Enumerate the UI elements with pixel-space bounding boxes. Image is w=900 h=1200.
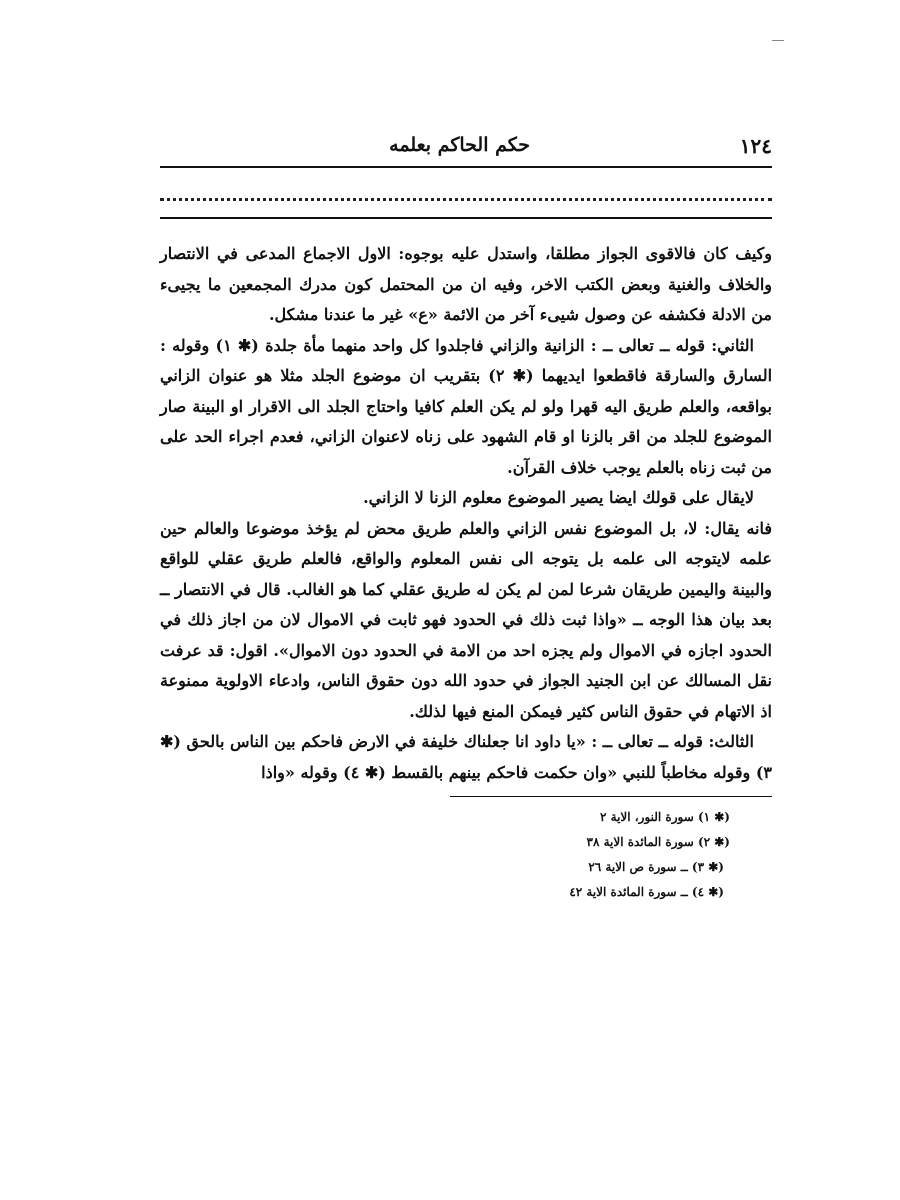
paragraph: لايقال على قولك ايضا يصير الموضوع معلوم الزنا لا الزاني.: [363, 488, 754, 507]
footnote: (✱ ١) سورة النور، الاية ٢: [600, 810, 730, 824]
footnote: (✱ ٢) سورة المائدة الاية ٣٨: [586, 835, 730, 849]
book-page: [160, 128, 772, 905]
footnotes: [160, 805, 730, 905]
paragraph: الثاني: قوله ــ تعالى ــ : الزانية والزاني فاجلدوا كل واحد منهما مأة جلدة (✱ ١) وقوله : السارق والسارقة فاقطعوا ايديهما (✱ ٢) بتقريب ان موضوع الجلد مثلا هو عنوان الزاني بواقعه، والعلم طريق اليه قهرا ولو لم يكن العلم كافيا واحتاج الجلد الى الاقرار او البينة صار الموضوع للجلد من اقر بالزنا او قام الشهود على زناه لاعنوان الزاني، فعدم اجراء الحد على من ثبت زناه بالعلم يوجب خلاف القرآن.: [160, 335, 773, 477]
footnote-rule: [450, 796, 772, 797]
header-rule-lower: [160, 217, 772, 219]
paragraph: فانه يقال: لا، بل الموضوع نفس الزاني والعلم طريق محض لم يؤخذ موضوعا والعالم حين علمه لايتوجه الى علمه بل يتوجه الى نفس المعلوم والواقع، فالعلم طريق عقلي للواقع والبينة واليمين طريقان شرعا لمن لم يكن له طريق عقلي كما هو الغالب. قال في الانتصار ــ بعد بيان هذا الوجه ــ «واذا ثبت ذلك في الحدود فهو ثابت في الاموال لان من اجاز ذلك في الحدود اجازه في الاموال ولم يجزه احد من الامة في الحدود دون الاموال». اقول: قد عرفت نقل المسالك عن ابن الجنيد الجواز في حدود الله دون حقوق الناس، وادعاء الاولوية ممنوعة اذ الاتهام في حقوق الناس كثير فيمكن المنع فيها لذلك.: [160, 518, 773, 721]
footnote: (✱ ٣) ــ سورة ص الاية ٢٦: [588, 860, 724, 874]
header-rule: [160, 166, 772, 168]
page-number: ١٢٤: [739, 134, 772, 158]
paragraph: وكيف كان فالاقوى الجواز مطلقا، واستدل عليه بوجوه: الاول الاجماع المدعى في الانتصار والخلاف والغنية وبعض الكتب الاخر، وفيه ان من المحتمل كون مدرك المجمعين ما يجيىء من الادلة فكشفه عن وصول شيىء آخر من الائمة «ع» غير ما عندنا مشكل.: [160, 244, 772, 324]
scan-corner-mark: [772, 40, 784, 41]
footnote: (✱ ٤) ــ سورة المائدة الاية ٤٢: [569, 885, 724, 899]
dotted-separator: [160, 178, 772, 201]
page-header: [160, 128, 772, 166]
running-title: حكم الحاكم بعلمه: [389, 134, 530, 156]
body-text: [160, 239, 772, 788]
paragraph: الثالث: قوله ــ تعالى ــ : «يا داود انا جعلناك خليفة في الارض فاحكم بين الناس بالحق (✱ ٣) وقوله مخاطباً للنبي «وان حكمت فاحكم بينهم بالقسط (✱ ٤) وقوله «واذا: [160, 732, 772, 782]
